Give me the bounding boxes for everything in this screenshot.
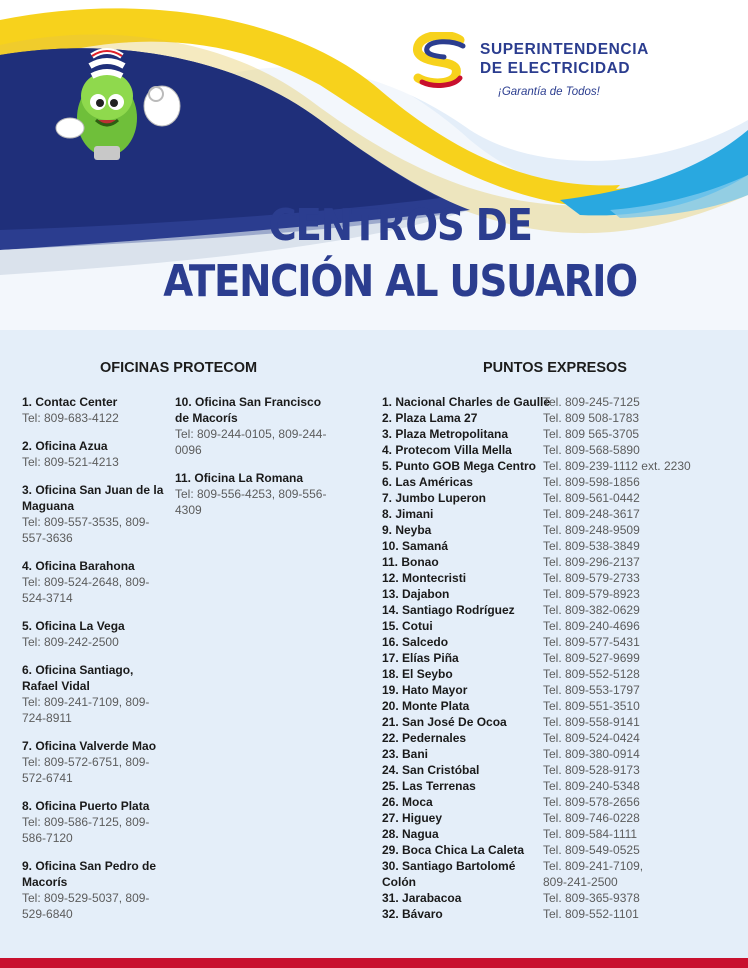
page-title-line-1: CENTROS DE: [268, 200, 532, 251]
office-phone: Tel: 809-241-7109, 809-724-8911: [22, 695, 150, 725]
express-point-name: 25. Las Terrenas: [382, 779, 476, 793]
express-point-phone: Tel. 809-527-9699: [543, 651, 640, 665]
express-point-phone: Tel. 809-577-5431: [543, 635, 640, 649]
express-point-phone: Tel. 809-240-5348: [543, 779, 640, 793]
office-item: [22, 394, 170, 426]
express-point-row: [382, 698, 742, 714]
page-title-line-2: ATENCIÓN AL USUARIO: [163, 256, 637, 307]
express-point-name: 5. Punto GOB Mega Centro: [382, 459, 537, 473]
express-point-name: 6. Las Américas: [382, 475, 473, 489]
express-point-row: [382, 826, 742, 842]
express-point-phone: Tel. 809-239-1112 ext. 2230: [543, 459, 691, 473]
express-point-name: 2. Plaza Lama 27: [382, 411, 478, 425]
express-point-phone: Tel. 809-549-0525: [543, 843, 640, 857]
express-point-phone: Tel. 809-248-9509: [543, 523, 640, 537]
express-point-phone: Tel. 809-382-0629: [543, 603, 640, 617]
express-point-name: 12. Montecristi: [382, 571, 467, 585]
office-phone: Tel: 809-242-2500: [22, 635, 119, 649]
protecom-heading: OFICINAS PROTECOM: [100, 360, 258, 376]
express-point-row: [382, 426, 742, 442]
express-point-phone: Tel. 809-598-1856: [543, 475, 640, 489]
express-point-row: [382, 442, 742, 458]
office-item: [22, 738, 170, 786]
express-point-name: 18. El Seybo: [382, 667, 453, 681]
express-point-row: [382, 522, 742, 538]
express-point-name: 10. Samaná: [382, 539, 449, 553]
office-item: [22, 858, 170, 922]
express-point-phone: Tel. 809-524-0424: [543, 731, 640, 745]
express-point-phone: Tel. 809-553-1797: [543, 683, 640, 697]
expresos-list: [382, 394, 742, 922]
express-point-name: 30. Santiago Bartolomé Colón: [382, 859, 516, 889]
brand-logo: [408, 28, 668, 108]
express-point-name: 11. Bonao: [382, 555, 439, 569]
express-point-phone: Tel. 809-584-1111: [543, 827, 638, 841]
express-point-row: [382, 762, 742, 778]
brand-line-1: SUPERINTENDENCIA: [480, 41, 649, 58]
express-point-name: 19. Hato Mayor: [382, 683, 468, 697]
express-point-row: [382, 794, 742, 810]
office-item: [22, 482, 170, 546]
office-item: [175, 394, 335, 458]
mascot-bulb-icon: [52, 36, 202, 161]
se-logo-icon: [408, 32, 474, 92]
office-name: 11. Oficina La Romana: [175, 471, 304, 485]
express-point-row: [382, 394, 742, 410]
express-point-phone: Tel. 809-746-0228: [543, 811, 640, 825]
express-point-name: 23. Bani: [382, 747, 429, 761]
office-name: 8. Oficina Puerto Plata: [22, 799, 150, 813]
express-point-phone: Tel. 809-365-9378: [543, 891, 640, 905]
express-point-row: [382, 890, 742, 906]
express-point-row: [382, 602, 742, 618]
express-point-name: 21. San José De Ocoa: [382, 715, 507, 729]
express-point-name: 27. Higuey: [382, 811, 443, 825]
express-point-phone: Tel. 809-552-5128: [543, 667, 640, 681]
express-point-phone: Tel. 809-568-5890: [543, 443, 640, 457]
express-point-row: [382, 682, 742, 698]
express-point-phone: Tel. 809-552-1101: [543, 907, 639, 921]
office-item: [22, 618, 170, 650]
express-point-row: [382, 410, 742, 426]
office-phone: Tel: 809-556-4253, 809-556-4309: [175, 487, 327, 517]
office-item: [22, 798, 170, 846]
express-point-name: 17. Elías Piña: [382, 651, 459, 665]
express-point-name: 9. Neyba: [382, 523, 432, 537]
express-point-row: [382, 506, 742, 522]
express-point-name: 24. San Cristóbal: [382, 763, 480, 777]
express-point-row: [382, 474, 742, 490]
office-phone: Tel: 809-521-4213: [22, 455, 119, 469]
express-point-phone: Tel. 809-558-9141: [543, 715, 640, 729]
protecom-column-1: [22, 394, 170, 934]
express-point-phone: Tel. 809-245-7125: [543, 395, 640, 409]
express-point-phone: Tel. 809-561-0442: [543, 491, 640, 505]
express-point-name: 3. Plaza Metropolitana: [382, 427, 509, 441]
protecom-column-2: [175, 394, 335, 530]
express-point-phone: Tel. 809-240-4696: [543, 619, 640, 633]
expresos-heading: PUNTOS EXPRESOS: [483, 360, 627, 376]
office-name: 3. Oficina San Juan de la Maguana: [22, 483, 164, 513]
express-point-name: 14. Santiago Rodríguez: [382, 603, 515, 617]
express-point-name: 32. Bávaro: [382, 907, 443, 921]
express-point-row: [382, 842, 742, 858]
express-point-name: 8. Jimani: [382, 507, 434, 521]
express-point-row: [382, 554, 742, 570]
express-point-phone: Tel. 809-579-8923: [543, 587, 640, 601]
office-item: [22, 558, 170, 606]
express-point-row: [382, 778, 742, 794]
office-name: 2. Oficina Azua: [22, 439, 108, 453]
office-name: 7. Oficina Valverde Mao: [22, 739, 157, 753]
brand-tagline: ¡Garantía de Todos!: [498, 86, 600, 98]
office-name: 9. Oficina San Pedro de Macorís: [22, 859, 157, 889]
office-phone: Tel: 809-572-6751, 809-572-6741: [22, 755, 150, 785]
office-item: [22, 438, 170, 470]
express-point-name: 1. Nacional Charles de Gaulle: [382, 395, 551, 409]
express-point-row: [382, 810, 742, 826]
office-phone: Tel: 809-557-3535, 809-557-3636: [22, 515, 150, 545]
office-phone: Tel: 809-586-7125, 809-586-7120: [22, 815, 150, 845]
express-point-row: [382, 586, 742, 602]
express-point-row: [382, 570, 742, 586]
express-point-phone: Tel. 809-241-7109, 809-241-2500: [543, 859, 644, 889]
express-point-row: [382, 458, 742, 474]
office-name: 1. Contac Center: [22, 395, 118, 409]
express-point-row: [382, 490, 742, 506]
express-point-row: [382, 666, 742, 682]
express-point-row: [382, 650, 742, 666]
office-phone: Tel: 809-683-4122: [22, 411, 119, 425]
express-point-name: 16. Salcedo: [382, 635, 449, 649]
office-name: 10. Oficina San Francisco de Macorís: [175, 395, 322, 425]
express-point-phone: Tel. 809-579-2733: [543, 571, 640, 585]
express-point-phone: Tel. 809-578-2656: [543, 795, 640, 809]
express-point-row: [382, 634, 742, 650]
express-point-name: 13. Dajabon: [382, 587, 450, 601]
express-point-phone: Tel. 809 508-1783: [543, 411, 640, 425]
express-point-phone: Tel. 809-248-3617: [543, 507, 640, 521]
express-point-name: 28. Nagua: [382, 827, 439, 841]
express-point-name: 7. Jumbo Luperon: [382, 491, 487, 505]
express-point-name: 15. Cotui: [382, 619, 433, 633]
express-point-row: [382, 746, 742, 762]
office-name: 6. Oficina Santiago, Rafael Vidal: [22, 663, 134, 693]
express-point-name: 22. Pedernales: [382, 731, 467, 745]
bottom-stripe: [0, 958, 748, 968]
express-point-row: [382, 906, 742, 922]
express-point-phone: Tel. 809-380-0914: [543, 747, 640, 761]
express-point-name: 26. Moca: [382, 795, 433, 809]
brand-line-2: DE ELECTRICIDAD: [480, 60, 631, 77]
express-point-name: 4. Protecom Villa Mella: [382, 443, 512, 457]
express-point-row: [382, 730, 742, 746]
office-phone: Tel: 809-244-0105, 809-244-0096: [175, 427, 327, 457]
express-point-row: [382, 858, 742, 890]
express-point-name: 20. Monte Plata: [382, 699, 470, 713]
office-item: [22, 662, 170, 726]
express-point-phone: Tel. 809 565-3705: [543, 427, 640, 441]
express-point-phone: Tel. 809-296-2137: [543, 555, 640, 569]
office-name: 4. Oficina Barahona: [22, 559, 135, 573]
office-name: 5. Oficina La Vega: [22, 619, 125, 633]
express-point-phone: Tel. 809-528-9173: [543, 763, 640, 777]
express-point-row: [382, 714, 742, 730]
express-point-name: 29. Boca Chica La Caleta: [382, 843, 525, 857]
express-point-phone: Tel. 809-551-3510: [543, 699, 640, 713]
express-point-row: [382, 538, 742, 554]
office-phone: Tel: 809-529-5037, 809-529-6840: [22, 891, 150, 921]
express-point-row: [382, 618, 742, 634]
office-phone: Tel: 809-524-2648, 809-524-3714: [22, 575, 150, 605]
office-item: [175, 470, 335, 518]
express-point-phone: Tel. 809-538-3849: [543, 539, 640, 553]
express-point-name: 31. Jarabacoa: [382, 891, 462, 905]
